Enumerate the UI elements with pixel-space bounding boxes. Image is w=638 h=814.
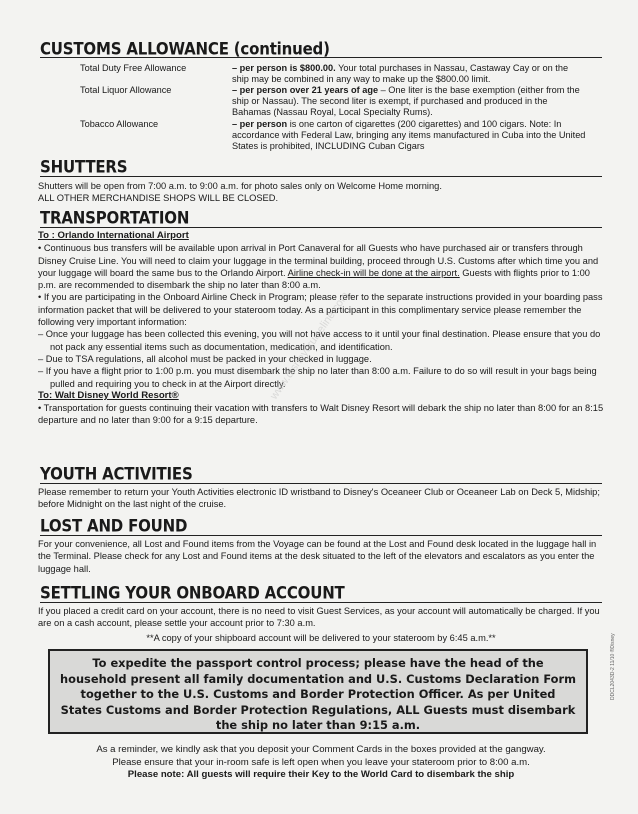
closing-line-3: Please note: All guests will require their Key to the World Card to disembark the ship (127, 769, 515, 781)
settling-rule (40, 602, 602, 603)
resort-subheading: To: Walt Disney World Resort® (38, 389, 179, 401)
settling-account-heading: SETTLING YOUR ONBOARD ACCOUNT (40, 583, 345, 604)
customs-rule (40, 57, 602, 58)
lost-and-found-heading: LOST AND FOUND (40, 516, 188, 537)
passport-notice-box: To expedite the passport control process; please have the head of the household present all family documentation and U.S. Customs Declaration Form together to the U.S. Customs and Border Protection Officer. As per United States Customs and Border Protection Regulations, ALL Guests must disembark the ship no later than 9:15 a.m. (48, 649, 588, 734)
shutters-line-1: Shutters will be open from 7:00 a.m. to 9:00 a.m. for photo sales only on Welcome Home morning. (38, 181, 442, 191)
airport-subheading: To : Orlando International Airport (38, 230, 189, 241)
youth-section (38, 486, 604, 511)
closing-section (40, 744, 602, 782)
youth-rule (40, 483, 602, 484)
tobacco-label: Tobacco Allowance (80, 119, 159, 129)
airport-dash-3: – If you have a flight prior to 1:00 p.m. you must disembark the ship no later than 8:00 a.m. Failure to do so will result in your bags being pulled and requiring you to check in at the Airport directly. (38, 366, 597, 389)
transportation-section (38, 230, 604, 427)
youth-activities-heading: YOUTH ACTIVITIES (40, 464, 193, 485)
lost-section (38, 538, 604, 575)
settling-note: **A copy of your shipboard account will be delivered to your stateroom by 6:45 a.m.** (146, 632, 496, 643)
transportation-heading: TRANSPORTATION (40, 208, 190, 229)
settling-text: If you placed a credit card on your account, there is no need to visit Guest Services, as your account will automatically be charged. If you are on a cash account, please settle your account prior to 7:30 a.m. (38, 606, 600, 629)
airport-dash-1: – Once your luggage has been collected this evening, you will not have access to it until your final destination. Please ensure that you do not pack any essential items such as documentation, medication, and identification. (38, 329, 601, 352)
shutters-heading: SHUTTERS (40, 157, 128, 178)
duty-free-text: – per person is $800.00. Your total purchases in Nassau, Castaway Cay or on the ship may be combined in any way to make up the $800.00 limit. (232, 63, 569, 85)
lost-rule (40, 535, 602, 536)
document-code: DDCL2043D-2 11/10 ®Disney (610, 633, 616, 700)
tobacco-text: – per person is one carton of cigarettes (200 cigarettes) and 100 cigars. Note: In accordance with Federal Law, bringing any items manufactured in Cuba into the United States is prohibited, INCLUDING Cuban Cigars (232, 119, 586, 152)
liquor-text: – per person over 21 years of age – One liter is the base exemption (either from the ship or Nassau). The second liter is exempt, if purchased and produced in the Bahamas (Nassau Royal, Local Specialty Rums). (232, 85, 580, 118)
settling-section (38, 605, 604, 644)
airport-paragraph-2: • If you are participating in the Onboard Airline Check in Program; please refer to the separate instructions provided in your boarding pass information packet that will be delivered to your stateroom today. As a participant in this complimentary service please remember the following very important information: (38, 292, 603, 328)
youth-text: Please remember to return your Youth Activities electronic ID wristband to Disney's Oceaneer Club or Oceaneer Lab on Deck 5, Midship; before Midnight on the last night of the cruise. (38, 487, 600, 510)
shutters-rule (40, 176, 602, 177)
shutters-line-2: ALL OTHER MERCHANDISE SHOPS WILL BE CLOSED. (38, 193, 279, 204)
airport-paragraph-1: • Continuous bus transfers will be available upon arrival in Port Canaveral for all Guests who have purchased air or transfers through Disney Cruise Line. You will need to claim your luggage in the terminal building, proceed through U.S. Customs after which time you and your luggage will board the same bus to the Orlando Airport. Airline check-in will be done at the airport. Guests with flights prior to 1:00 p.m. are recommended to disembark the ship no later than 8:00 a.m. (38, 243, 599, 291)
closing-line-2: Please ensure that your in-room safe is left open when you leave your stateroom prior to 8:00 a.m. (112, 756, 530, 768)
watermark: www.disneycruiseline.com (268, 289, 352, 402)
lost-text: For your convenience, all Lost and Found items from the Voyage can be found at the Lost and Found desk located in the luggage hall in the Terminal. Please check for any Lost and Found items at the desk situated to the left of the elevators and escalators as you enter the luggage hall. (38, 539, 597, 574)
liquor-label: Total Liquor Allowance (80, 85, 172, 95)
shutters-section (38, 180, 604, 205)
resort-paragraph: • Transportation for guests continuing their vacation with transfers to Walt Disney Resort will debark the ship no later than 8:00 for an 8:15 departure and no later than 9:00 for a 9:15 departure. (38, 403, 604, 426)
closing-line-1: As a reminder, we kindly ask that you deposit your Comment Cards in the boxes provided at the gangway. (96, 744, 546, 755)
transportation-rule (40, 227, 602, 228)
customs-allowance-heading: CUSTOMS ALLOWANCE (continued) (40, 39, 330, 60)
airport-dash-2: – Due to TSA regulations, all alcohol must be packed in your checked in luggage. (38, 353, 372, 364)
duty-free-label: Total Duty Free Allowance (80, 63, 187, 73)
